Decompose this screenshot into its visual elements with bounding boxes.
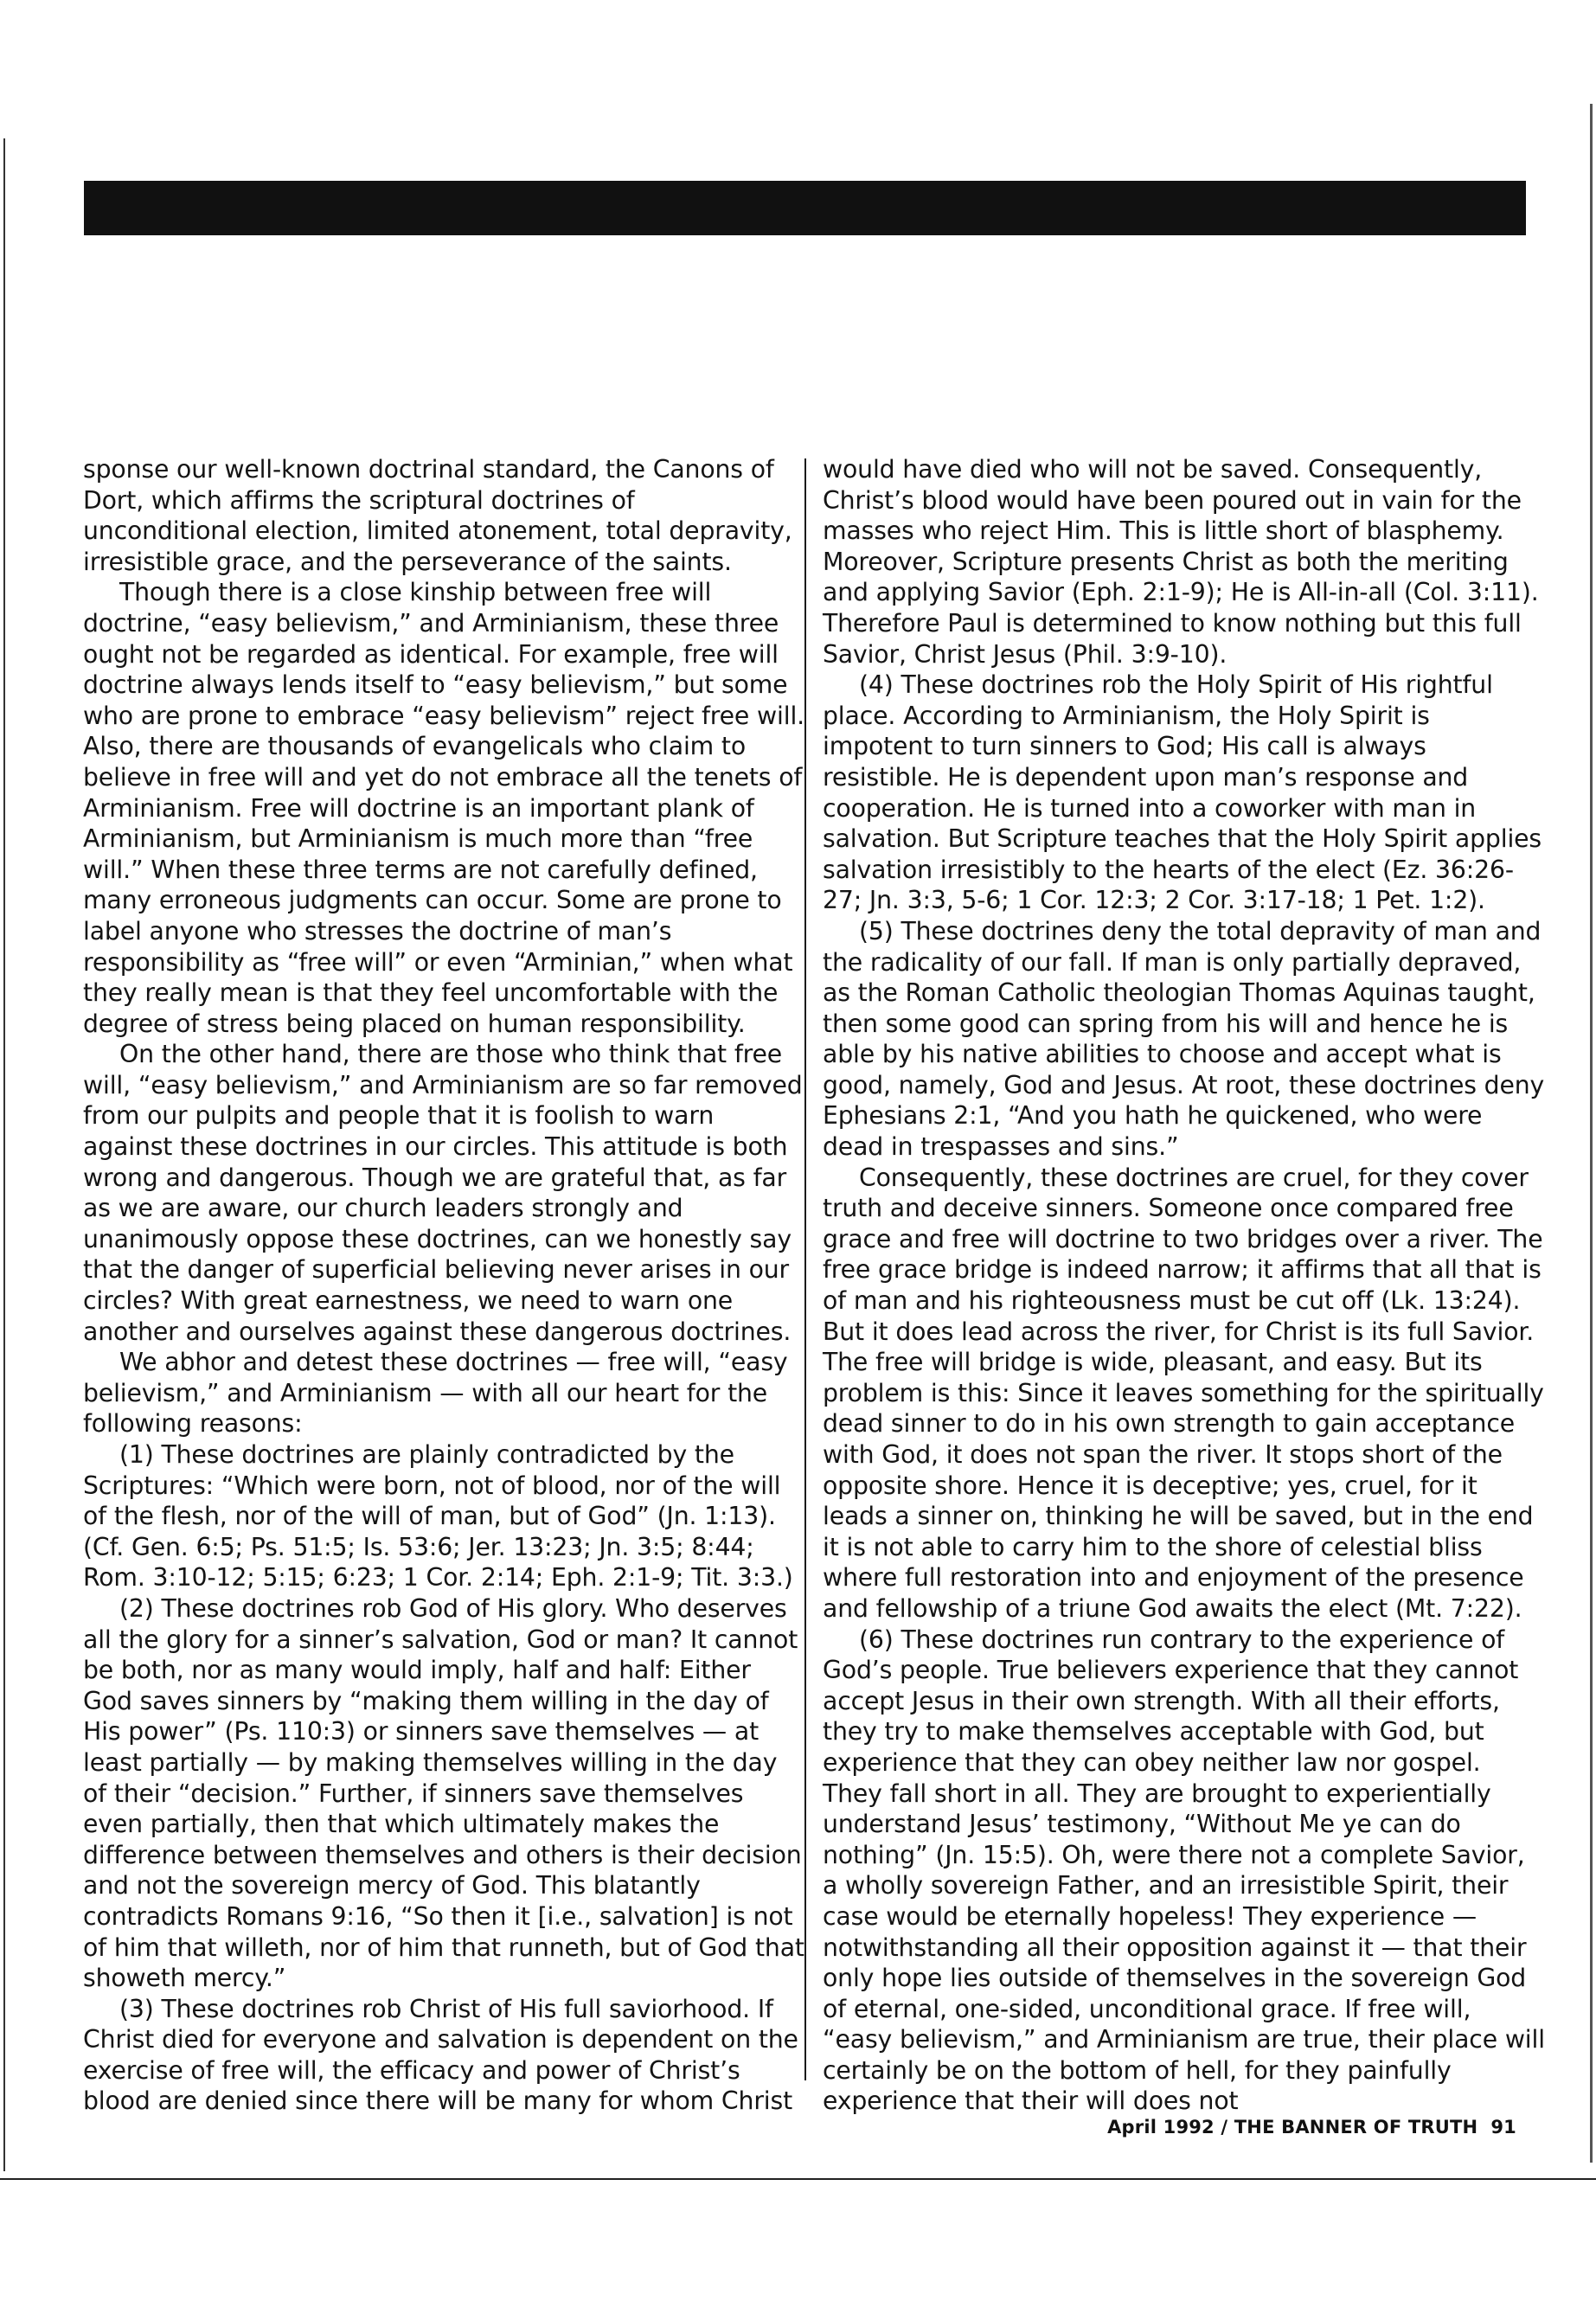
footer-separator: / (1214, 2117, 1234, 2138)
footer-publication: THE BANNER OF TRUTH (1234, 2117, 1478, 2138)
paragraph: Consequently, these doctrines are cruel, for they cover truth and deceive sinners. Someone once compared free grace and free will doctrine to two bridges over a river. The free grace bridge is indeed narrow; it affirms that all that is of man and his righteousness must be cut off (Lk. 13:24). But it does lead across the river, for Christ is its full Savior. The free will bridge is wide, pleasant, and easy. But its problem is this: Since it leaves something for the spiritually dead sinner to do in his own strength to gain acceptance with God, it does not span the river. It stops short of the opposite shore. Hence it is deceptive; yes, cruel, for it leads a sinner on, thinking he will be saved, but in the end it is not able to carry him to the shore of celestial bliss where full restoration into and enjoyment of the presence and fellowship of a triune God awaits the elect (Mt. 7:22). (823, 1163, 1544, 1623)
paragraph: (3) These doctrines rob Christ of His full saviorhood. If Christ died for everyone and salvation is dependent on the exercise of free will, the efficacy and power of Christ’s blood are denied since there will be many for whom Christ (83, 1994, 798, 2116)
scan-edge-left (3, 138, 5, 2171)
paragraph: sponse our well-known doctrinal standard, the Canons of Dort, which affirms the scriptural doctrines of unconditional election, limited atonement, total depravity, irresistible grace, and the perseverance of the saints. (83, 455, 792, 576)
footer-page-number: 91 (1490, 2117, 1516, 2138)
paragraph: (6) These doctrines run contrary to the experience of God’s people. True believers experience that they cannot accept Jesus in their own strength. With all their efforts, they try to make themselves acceptable with God, but experience that they can obey neither law nor gospel. They fall short in all. They are brought to experientially understand Jesus’ testimony, “Without Me ye can do nothing” (Jn. 15:5). Oh, were there not a complete Savior, a wholly sovereign Father, and an irresistible Spirit, their case would be eternally hopeless! They experience — notwithstanding all their opposition against it — that their only hope lies outside of themselves in the sovereign God of eternal, one-sided, unconditional grace. If free will, “easy believism,” and Arminianism are true, their place will certainly be on the bottom of hell, for they painfully experience that their will does not (823, 1625, 1545, 2116)
left-text-column (83, 454, 805, 2117)
header-black-bar (84, 181, 1526, 235)
paragraph: would have died who will not be saved. Consequently, Christ’s blood would have been poured out in vain for the masses who reject Him. This is little short of blasphemy. Moreover, Scripture presents Christ as both the meriting and applying Savior (Eph. 2:1-9); He is All-in-all (Col. 3:11). Therefore Paul is determined to know nothing but this full Savior, Christ Jesus (Phil. 3:9-10). (823, 455, 1539, 669)
paragraph: (1) These doctrines are plainly contradicted by the Scriptures: “Which were born, not of blood, nor of the will of the flesh, nor of the will of man, but of God” (Jn. 1:13). (Cf. Gen. 6:5; Ps. 51:5; Is. 53:6; Jer. 13:23; Jn. 3:5; 8:44; Rom. 3:10-12; 5:15; 6:23; 1 Cor. 2:14; Eph. 2:1-9; Tit. 3:3.) (83, 1440, 793, 1593)
paragraph: On the other hand, there are those who think that free will, “easy believism,” and Arminianism are so far removed from our pulpits and people that it is foolish to warn against these doctrines in our circles. This attitude is both wrong and dangerous. Though we are grateful that, as far as we are aware, our church leaders strongly and unanimously oppose these doctrines, can we honestly say that the danger of superficial believing never arises in our circles? With great earnestness, we need to warn one another and ourselves against these dangerous doctrines. (83, 1040, 803, 1346)
column-divider (804, 458, 806, 2080)
right-text-column (823, 454, 1545, 2117)
page-bottom-edge (0, 2178, 1596, 2180)
paragraph: Though there is a close kinship between free will doctrine, “easy believism,” and Arminianism, these three ought not be regarded as identical. For example, free will doctrine always lends itself to “easy believism,” but some who are prone to embrace “easy believism” reject free will. Also, there are thousands of evangelicals who claim to believe in free will and yet do not embrace all the tenets of Arminianism. Free will doctrine is an important plank of Arminianism, but Arminianism is much more than “free will.” When these three terms are not carefully defined, many erroneous judgments can occur. Some are prone to label anyone who stresses the doctrine of man’s responsibility as “free will” or even “Arminian,” when what they really mean is that they feel uncomfortable with the degree of stress being placed on human responsibility. (83, 578, 805, 1038)
paragraph: (4) These doctrines rob the Holy Spirit of His rightful place. According to Arminianism, the Holy Spirit is impotent to turn sinners to God; His call is always resistible. He is dependent upon man’s response and cooperation. He is turned into a coworker with man in salvation. But Scripture teaches that the Holy Spirit applies salvation irresistibly to the hearts of the elect (Ez. 36:26-27; Jn. 3:3, 5-6; 1 Cor. 12:3; 2 Cor. 3:17-18; 1 Pet. 1:2). (823, 670, 1542, 915)
page-footer (1107, 2117, 1516, 2138)
paragraph: We abhor and detest these doctrines — free will, “easy believism,” and Arminianism — with all our heart for the following reasons: (83, 1348, 788, 1439)
footer-date: April 1992 (1107, 2117, 1215, 2138)
paragraph: (5) These doctrines deny the total depravity of man and the radicality of our fall. If man is only partially depraved, as the Roman Catholic theologian Thomas Aquinas taught, then some good can spring from his will and hence he is able by his native abilities to choose and accept what is good, namely, God and Jesus. At root, these doctrines deny Ephesians 2:1, “And you hath he quickened, who were dead in trespasses and sins.” (823, 916, 1545, 1162)
paragraph: (2) These doctrines rob God of His glory. Who deserves all the glory for a sinner’s salvation, God or man? It cannot be both, nor as many would imply, half and half: Either God saves sinners by “making them willing in the day of His power” (Ps. 110:3) or sinners save themselves — at least partially — by making themselves willing in the day of their “decision.” Further, if sinners save themselves even partially, then that which ultimately makes the difference between themselves and others is their decision and not the sovereign mercy of God. This blatantly contradicts Romans 9:16, “So then it [i.e., salvation] is not of him that willeth, nor of him that runneth, but of God that showeth mercy.” (83, 1593, 804, 1993)
scan-edge-right (1590, 104, 1593, 2163)
